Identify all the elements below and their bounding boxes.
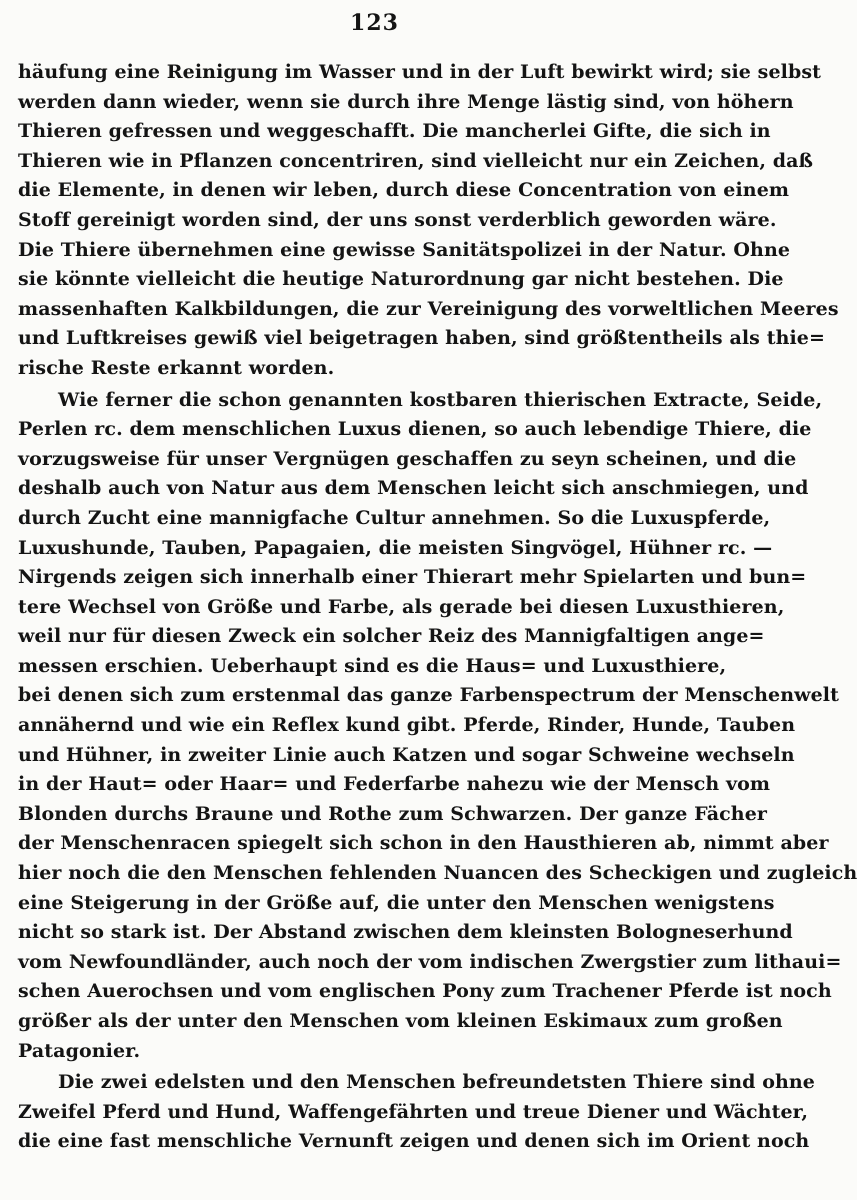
text-line: Stoff gereinigt worden sind, der uns sonst verderblich geworden wäre. [18, 208, 777, 231]
text-line: Nirgends zeigen sich innerhalb einer Thierart mehr Spielarten und bun= [18, 566, 807, 589]
paragraph [18, 386, 857, 1067]
body-text [18, 58, 857, 1157]
paragraph [18, 58, 839, 384]
text-line: werden dann wieder, wenn sie durch ihre Menge lästig sind, von höhern [18, 90, 794, 113]
text-line: Thieren wie in Pflanzen concentriren, sind vielleicht nur ein Zeichen, daß [18, 149, 814, 172]
text-line: tere Wechsel von Größe und Farbe, als gerade bei diesen Luxusthieren, [18, 595, 785, 618]
text-line: der Menschenracen spiegelt sich schon in den Hausthieren ab, nimmt aber [18, 832, 829, 855]
text-line: nicht so stark ist. Der Abstand zwischen dem kleinsten Bologneserhund [18, 921, 793, 944]
text-line: und Luftkreises gewiß viel beigetragen haben, sind größtentheils als thie= [18, 327, 826, 350]
text-line: Perlen rc. dem menschlichen Luxus dienen, so auch lebendige Thiere, die [18, 418, 812, 441]
text-line: deshalb auch von Natur aus dem Menschen leicht sich anschmiegen, und [18, 477, 809, 500]
text-line: Die Thiere übernehmen eine gewisse Sanitätspolizei in der Natur. Ohne [18, 238, 791, 261]
text-line: größer als der unter den Menschen vom kleinen Eskimaux zum großen [18, 1010, 783, 1032]
text-line: weil nur für diesen Zweck ein solcher Reiz des Mannigfaltigen ange= [18, 625, 765, 648]
text-line: die eine fast menschliche Vernunft zeigen und denen sich im Orient noch [18, 1130, 810, 1153]
text-line: häufung eine Reinigung im Wasser und in der Luft bewirkt wird; sie selbst [18, 61, 822, 83]
text-line: rische Reste erkannt worden. [18, 356, 335, 379]
text-line: Wie ferner die schon genannten kostbaren thierischen Extracte, Seide, [58, 388, 823, 411]
text-line: sie könnte vielleicht die heutige Naturordnung gar nicht bestehen. Die [18, 268, 784, 291]
text-line: schen Auerochsen und vom englischen Pony zum Trachener Pferde ist noch [18, 980, 832, 1003]
text-line: vorzugsweise für unser Vergnügen geschaffen zu seyn scheinen, und die [18, 447, 797, 470]
text-line: messen erschien. Ueberhaupt sind es die Haus= und Luxusthiere, [18, 654, 727, 677]
text-line: Zweifel Pferd und Hund, Waffengefährten und treue Diener und Wächter, [18, 1100, 809, 1123]
text-line: bei denen sich zum erstenmal das ganze Farbenspectrum der Menschenwelt [18, 684, 839, 707]
page-number: 123 [350, 10, 399, 36]
text-line: eine Steigerung in der Größe auf, die unter den Menschen wenigstens [18, 891, 775, 914]
text-line: hier noch die den Menschen fehlenden Nuancen des Scheckigen und zugleich [18, 862, 857, 885]
text-line: die Elemente, in denen wir leben, durch diese Concentration von einem [18, 179, 790, 202]
text-line: Blonden durchs Braune und Rothe zum Schwarzen. Der ganze Fächer [18, 802, 768, 825]
text-line: vom Newfoundländer, auch noch der vom indischen Zwergstier zum lithaui= [18, 950, 842, 973]
text-line: Patagonier. [18, 1039, 141, 1062]
text-line: in der Haut= oder Haar= und Federfarbe nahezu wie der Mensch vom [18, 773, 771, 796]
text-line: durch Zucht eine mannigfache Cultur annehmen. So die Luxuspferde, [18, 506, 771, 529]
text-line: Die zwei edelsten und den Menschen befreundetsten Thiere sind ohne [58, 1071, 815, 1094]
text-line: Luxushunde, Tauben, Papagaien, die meisten Singvögel, Hühner rc. — [18, 536, 773, 559]
text-line: Thieren gefressen und weggeschafft. Die mancherlei Gifte, die sich in [18, 120, 771, 143]
text-line: annähernd und wie ein Reflex kund gibt. Pferde, Rinder, Hunde, Tauben [18, 714, 796, 737]
paragraph [18, 1068, 815, 1157]
text-line: und Hühner, in zweiter Linie auch Katzen und sogar Schweine wechseln [18, 743, 795, 766]
text-line: massenhaften Kalkbildungen, die zur Vereinigung des vorweltlichen Meeres [18, 297, 839, 320]
